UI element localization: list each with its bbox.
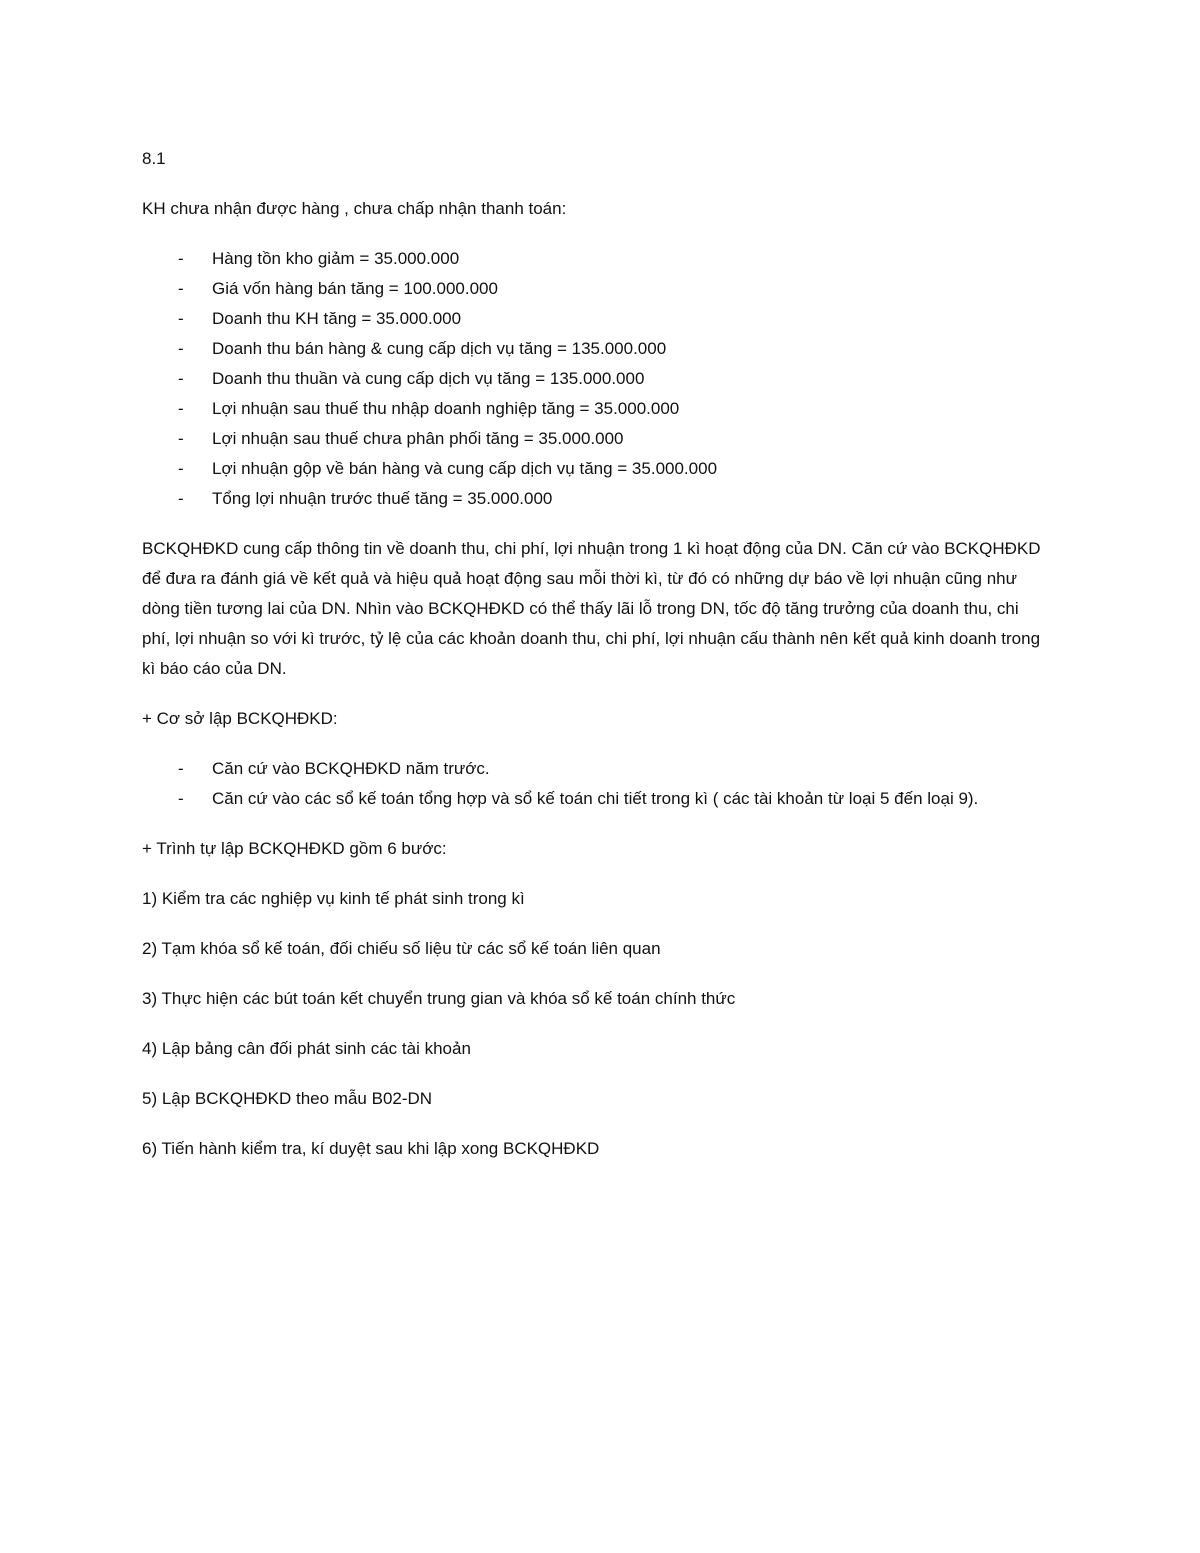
list-item: - Căn cứ vào các sổ kế toán tổng hợp và sổ kế toán chi tiết trong kì ( các tài khoản từ loại 5 đến loại 9).: [142, 784, 1050, 814]
step-item: 2) Tạm khóa sổ kế toán, đối chiếu số liệu từ các sổ kế toán liên quan: [142, 939, 661, 958]
dash-bullet: -: [178, 759, 184, 778]
step-item: 3) Thực hiện các bút toán kết chuyển trung gian và khóa sổ kế toán chính thức: [142, 989, 736, 1008]
step-item: 6) Tiến hành kiểm tra, kí duyệt sau khi lập xong BCKQHĐKD: [142, 1139, 600, 1158]
step-item: 1) Kiểm tra các nghiệp vụ kinh tế phát sinh trong kì: [142, 889, 525, 908]
list-item: - Lợi nhuận sau thuế chưa phân phối tăng = 35.000.000: [142, 424, 1050, 454]
dash-bullet: -: [178, 399, 184, 418]
dash-bullet: -: [178, 309, 184, 328]
basis-title: + Cơ sở lập BCKQHĐKD:: [142, 709, 338, 728]
list-item: - Lợi nhuận gộp về bán hàng và cung cấp dịch vụ tăng = 35.000.000: [142, 454, 1050, 484]
list-item: - Tổng lợi nhuận trước thuế tăng = 35.000.000: [142, 484, 1050, 514]
section-number: 8.1: [142, 149, 166, 168]
list-item: - Doanh thu thuần và cung cấp dịch vụ tăng = 135.000.000: [142, 364, 1050, 394]
list-item: - Doanh thu KH tăng = 35.000.000: [142, 304, 1050, 334]
step-item: 5) Lập BCKQHĐKD theo mẫu B02-DN: [142, 1089, 433, 1108]
changes-list: [142, 244, 1050, 514]
steps-title: + Trình tự lập BCKQHĐKD gồm 6 bước:: [142, 839, 447, 858]
dash-bullet: -: [178, 459, 184, 478]
list-item: - Căn cứ vào BCKQHĐKD năm trước.: [142, 754, 1050, 784]
list-item: - Giá vốn hàng bán tăng = 100.000.000: [142, 274, 1050, 304]
list-item: - Hàng tồn kho giảm = 35.000.000: [142, 244, 1050, 274]
basis-list: [142, 754, 1050, 814]
dash-bullet: -: [178, 369, 184, 388]
dash-bullet: -: [178, 429, 184, 448]
list-item: - Lợi nhuận sau thuế thu nhập doanh nghiệp tăng = 35.000.000: [142, 394, 1050, 424]
dash-bullet: -: [178, 789, 184, 808]
dash-bullet: -: [178, 489, 184, 508]
list-item: - Doanh thu bán hàng & cung cấp dịch vụ tăng = 135.000.000: [142, 334, 1050, 364]
dash-bullet: -: [178, 279, 184, 298]
body-paragraph: BCKQHĐKD cung cấp thông tin về doanh thu, chi phí, lợi nhuận trong 1 kì hoạt động của DN. Căn cứ vào BCKQHĐKD để đưa ra đánh giá về kết quả và hiệu quả hoạt động sau mỗi thời kì, từ đó có những dự báo về lợi nhuận cũng như dòng tiền tương lai của DN. Nhìn vào BCKQHĐKD có thể thấy lãi lỗ trong DN, tốc độ tăng trưởng của doanh thu, chi phí, lợi nhuận so với kì trước, tỷ lệ của các khoản doanh thu, chi phí, lợi nhuận cấu thành nên kết quả kinh doanh trong kì báo cáo của DN.: [142, 539, 1041, 678]
dash-bullet: -: [178, 339, 184, 358]
step-item: 4) Lập bảng cân đối phát sinh các tài khoản: [142, 1039, 471, 1058]
intro-line: KH chưa nhận được hàng , chưa chấp nhận thanh toán:: [142, 199, 567, 218]
dash-bullet: -: [178, 249, 184, 268]
